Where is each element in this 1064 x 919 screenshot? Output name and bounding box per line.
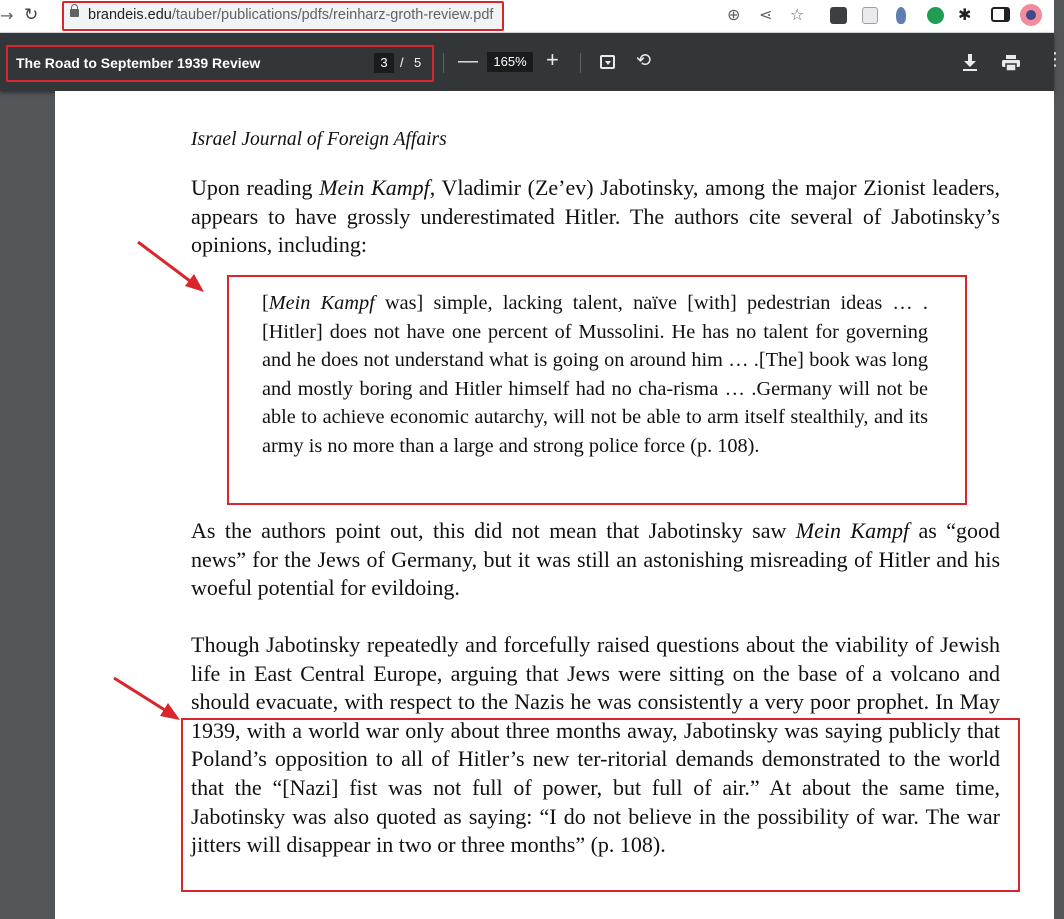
- zoom-level-input[interactable]: 165%: [487, 52, 533, 72]
- quote-text: was] simple, lacking talent, naïve [with] pedestrian ideas … .[Hitler] does not have one percent of Mussolini. He has no talent for governing and he does not understand what is going on around him … .[The] book was long and mostly boring and Hitler himself had no cha-risma … .Germany will not be able to achieve economic autarchy, will not be able to arm itself stealthily, and its army is no more than a large and strong police force (p. 108).: [262, 292, 928, 457]
- paragraph-1-text-cont: , Vladimir (Ze’ev) Jabotinsky, among the major Zionist leaders, appears to have grossly underestimated Hitler. The authors cite several of Jabotinsky’s opinions, including:: [191, 175, 1000, 258]
- reader-extension-icon[interactable]: [862, 7, 878, 24]
- paragraph-3: Though Jabotinsky repeatedly and forcefully raised questions about the viability of Jewish life in East Central Europe, arguing that Jews were sitting on the base of a volcano and should evacuate, with respect to the Nazis he was consistently a very poor prophet. In May 1939, with a world war only about three months away, Jabotinsky was saying publicly that Poland’s opposition to all of Hitler’s new ter-ritorial demands demonstrated to the world that the “[Nazi] fist was not full of power, but full of air.” At about the same time, Jabotinsky was also quoted as saying: “I do not believe in the possibility of war. The war jitters will disappear in two or three months” (p. 108).: [191, 632, 1000, 858]
- address-bar[interactable]: [62, 1, 504, 31]
- book-title-italic: Mein Kampf: [319, 175, 430, 200]
- zoom-icon[interactable]: ⊕: [727, 5, 741, 24]
- quote-bracket: [: [262, 292, 269, 314]
- book-title-italic: Mein Kampf: [268, 292, 375, 314]
- grammarly-icon[interactable]: [927, 7, 944, 24]
- more-options-icon[interactable]: ⋮: [1046, 49, 1064, 70]
- zoom-out-button[interactable]: —: [458, 50, 478, 72]
- paragraph-2-text-cont: as “good news” for the Jews of Germany, but it was still an astonishing misreading of Hitler and his woeful potential for evildoing.: [191, 518, 1000, 601]
- forward-icon[interactable]: →: [0, 6, 14, 25]
- share-icon[interactable]: ⋖: [759, 5, 773, 24]
- paragraph-highlight-box: [181, 718, 1020, 892]
- lock-icon[interactable]: [70, 9, 79, 17]
- paragraph-2-text: As the authors point out, this did not mean that Jabotinsky saw: [191, 518, 796, 543]
- title-highlight-box: [6, 45, 434, 82]
- document-title: The Road to September 1939 Review: [16, 55, 261, 71]
- annotation-arrow-icon: [130, 236, 210, 296]
- download-icon[interactable]: [962, 53, 978, 73]
- book-title-italic: Mein Kampf: [795, 518, 910, 543]
- bookmark-star-icon[interactable]: ☆: [790, 5, 805, 24]
- page-separator: /: [400, 55, 404, 70]
- toolbar-divider: [443, 53, 444, 73]
- url-host: brandeis.edu: [88, 7, 172, 23]
- profile-avatar[interactable]: [1020, 4, 1042, 26]
- url-path: /tauber/publications/pdfs/reinharz-groth-review.pdf: [171, 7, 494, 23]
- toolbar-divider: [580, 53, 581, 73]
- extension-icon-2[interactable]: [896, 7, 906, 24]
- reload-icon[interactable]: ↻: [24, 5, 39, 25]
- paragraph-1-text: Upon reading: [191, 175, 320, 200]
- pdf-toolbar: [0, 33, 1064, 91]
- paragraph-2: [191, 517, 1000, 603]
- page-number-input[interactable]: 3: [374, 53, 394, 73]
- fit-to-page-icon[interactable]: [600, 55, 615, 69]
- quote-highlight-box: [227, 275, 967, 505]
- print-icon[interactable]: [1002, 55, 1020, 71]
- paragraph-1: [191, 174, 1000, 260]
- annotation-arrow-icon: [106, 672, 186, 728]
- url-text[interactable]: [88, 7, 493, 23]
- side-panel-icon[interactable]: [991, 7, 1010, 22]
- journal-header: Israel Journal of Foreign Affairs: [191, 129, 447, 150]
- extension-icon[interactable]: [830, 7, 847, 24]
- page-total: 5: [414, 55, 422, 70]
- rotate-icon[interactable]: ⟲: [636, 50, 652, 71]
- browser-toolbar: [0, 0, 1054, 33]
- zoom-in-button[interactable]: +: [546, 47, 559, 72]
- extensions-puzzle-icon[interactable]: ✱: [958, 5, 972, 24]
